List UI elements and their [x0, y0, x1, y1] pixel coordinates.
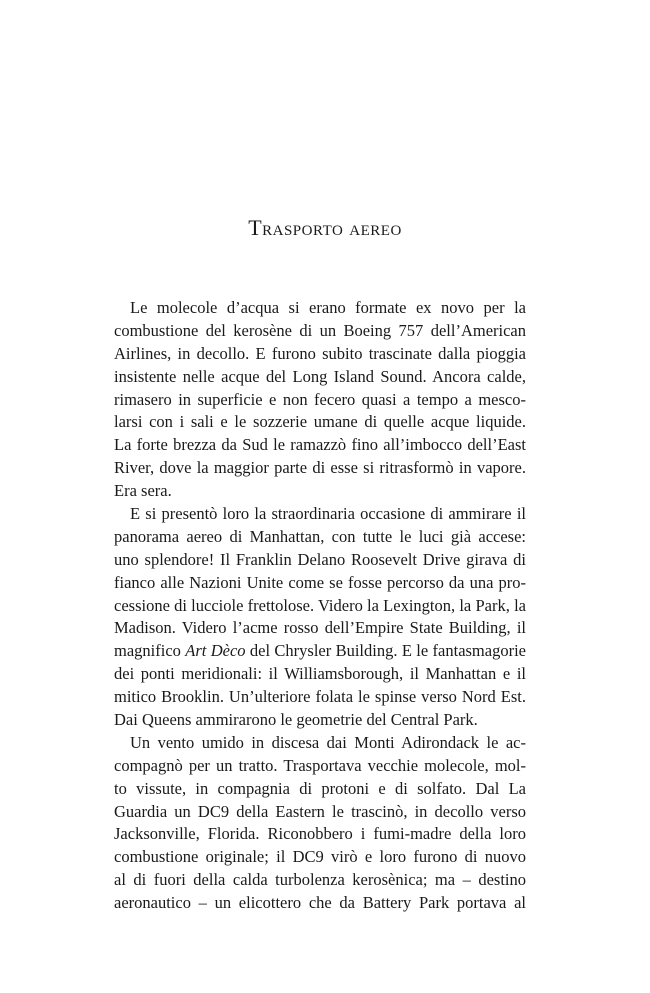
text-line: Guardia un DC9 della Eastern le trascinò, in decollo verso [114, 801, 526, 821]
text-line: larsi con i sali e le sozzerie umane di quelle acque liquide. [114, 412, 526, 432]
text-line: E si presentò loro la straordinaria occasione di ammirare il [130, 504, 526, 524]
text-line: compagnò per un tratto. Trasportava vecchie molecole, mol- [114, 755, 526, 775]
text-line: aeronautico – un elicottero che da Battery Park portava al [114, 893, 526, 913]
text-line: magnifico Art Dèco del Chrysler Building. E le fantasmagorie [114, 641, 526, 661]
text-line: al di fuori della calda turbolenza kerosènica; ma – destino [114, 870, 526, 890]
text-line: Madison. Videro l’acme rosso dell’Empire State Building, il [114, 618, 526, 638]
text-line: to vissute, in compagnia di protoni e di solfato. Dal La [114, 778, 526, 798]
italic-term: Art Dèco [185, 641, 246, 661]
text-line: dei ponti meridionali: il Williamsborough, il Manhattan e il [114, 664, 526, 684]
text-line: cessione di lucciole frettolose. Videro la Lexington, la Park, la [114, 595, 526, 615]
paragraph [114, 732, 526, 915]
text-line: rimasero in superficie e non fecero quasi a tempo a mesco- [114, 389, 526, 409]
text-line: fianco alle Nazioni Unite come se fosse percorso da una pro- [114, 572, 526, 592]
text-line: Le molecole d’acqua si erano formate ex novo per la [130, 298, 526, 317]
text-line: Airlines, in decollo. E furono subito trascinate dalla pioggia [114, 343, 526, 363]
chapter-title: Trasporto aereo [248, 215, 402, 240]
text-line: combustione del kerosène di un Boeing 757 dell’American [114, 320, 526, 340]
text-line: Jacksonville, Florida. Riconobbero i fumi-madre della loro [114, 824, 526, 844]
text-line: La forte brezza da Sud le ramazzò fino all’imbocco dell’East [114, 435, 526, 455]
text-line: combustione originale; il DC9 virò e loro furono di nuovo [114, 847, 526, 867]
text-line: Un vento umido in discesa dai Monti Adirondack le ac- [130, 732, 526, 752]
paragraph [114, 503, 526, 732]
paragraph [114, 297, 526, 503]
text-line: uno splendore! Il Franklin Delano Roosevelt Drive girava di [114, 549, 526, 569]
text-line: Dai Queens ammirarono le geometrie del Central Park. [114, 710, 478, 730]
text-line: mitico Brooklin. Un’ulteriore folata le spinse verso Nord Est. [114, 687, 526, 707]
body-text [114, 297, 526, 915]
text-line: insistente nelle acque del Long Island Sound. Ancora calde, [114, 366, 526, 386]
text-line: River, dove la maggior parte di esse si ritrasformò in vapore. [114, 458, 526, 478]
text-line: panorama aereo di Manhattan, con tutte le luci già accese: [114, 526, 526, 546]
text-line: Era sera. [114, 481, 172, 501]
